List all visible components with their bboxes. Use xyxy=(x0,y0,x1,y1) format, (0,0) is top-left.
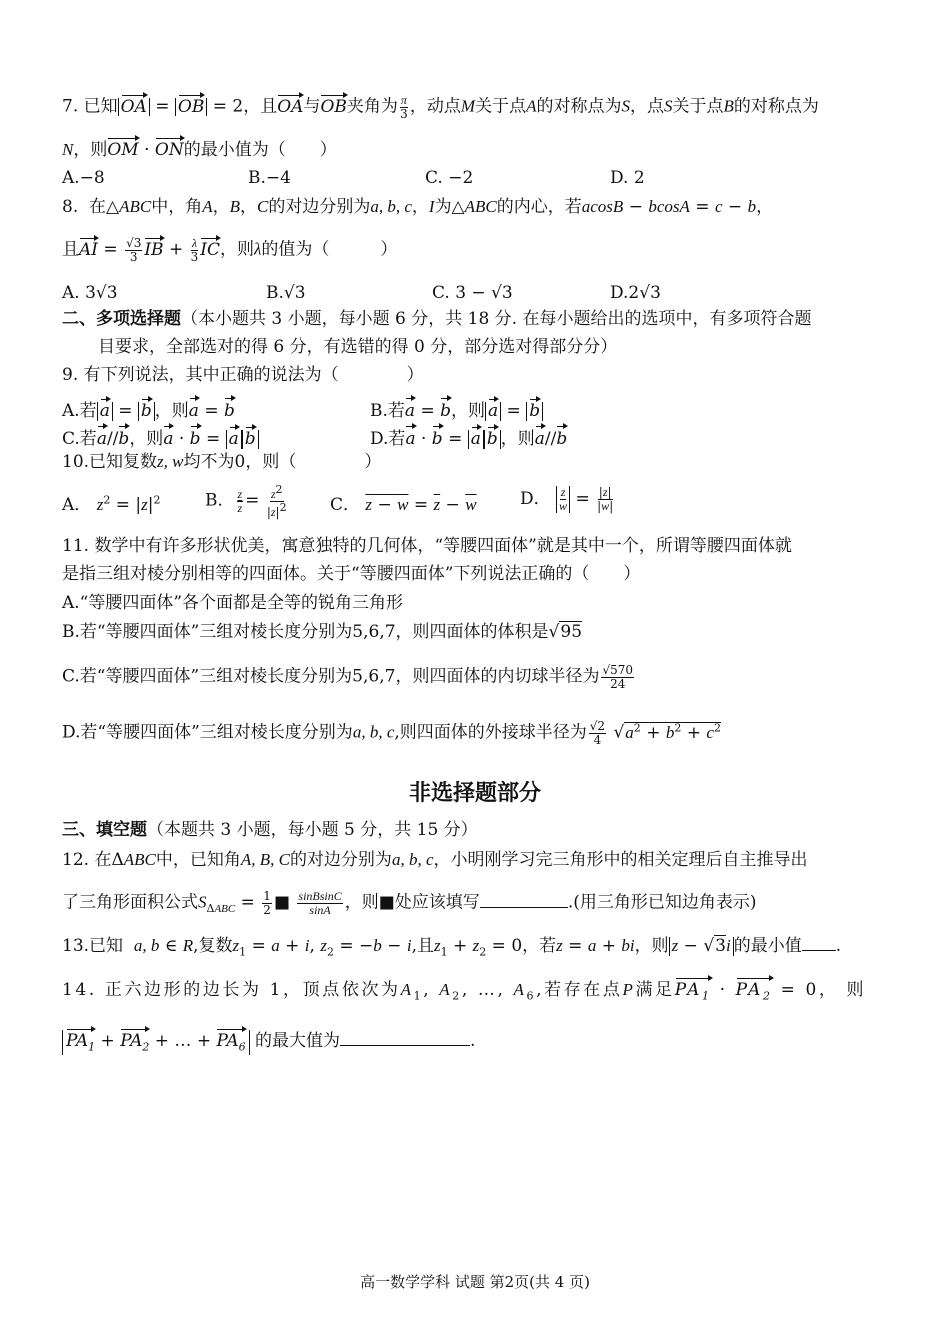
q11-line1: 11. 数学中有许多形状优美，寓意独特的几何体，“等腰四面体”就是其中一个，所谓等腰四面体就 xyxy=(62,536,792,556)
q7-line2: N，则OM · ON的最小值为（ ） xyxy=(62,140,337,160)
q7-line1: 7. 已知 OA = OB = 2，且OA与OB夹角为 $\frac{\pi}{3}$ ，动点M关于点A的对称点为S，点S关于点B的对称点为 xyxy=(62,93,819,121)
q9-option-d: D.若a · b = a b ，则a//b xyxy=(370,429,568,449)
q11-option-b: B.若“等腰四面体”三组对棱长度分别为5,6,7，则四面体的体积是√95 xyxy=(62,622,583,642)
q13-line: 13.已知 a, b ∈ R,复数$z_1 = a + i$, $z_2 = -b - i$,且$z_1 + z_2 = 0$，若z = a + bi，则 z − √3i 的最小值 . xyxy=(62,936,842,959)
q10-option-d: D． $\frac{z}{w}$ = $\frac{|z|}{|w|}$ xyxy=(520,485,614,513)
q14-line2: $PA_1 + PA_2$ + … + $PA_6$ 的最大值为 . xyxy=(62,1030,475,1055)
q11-option-d: D.若“等腰四面体”三组对棱长度分别为a, b, c,则四面体的外接球半径为 $\frac{√2}{4}$ $√a^2 + b^2 + c^2$ xyxy=(62,719,721,747)
q8-option-d: D.2√3 xyxy=(610,283,661,303)
q9-option-a: A.若 a = b ，则a = b xyxy=(62,401,235,421)
q7-option-c: C. −2 xyxy=(425,168,474,188)
q11-line2: 是指三组对棱分别相等的四面体。关于“等腰四面体”下列说法正确的（ ） xyxy=(62,564,641,584)
q7-option-a: A.−8 xyxy=(62,168,105,188)
q11-option-a: A.“等腰四面体”各个面都是全等的锐角三角形 xyxy=(62,593,404,613)
section-title: 非选择题部分 xyxy=(408,781,541,806)
q8-line2: 且AI = $\frac{√3}{3}$ IB + $\frac{\lambda}{3}$ IC，则λ的值为（ ） xyxy=(62,236,398,264)
section2-heading: 二、多项选择题 xyxy=(62,309,181,329)
section2-desc1: （本小题共 3 小题，每小题 6 分，共 18 分. 在每小题给出的选项中，有多项符合题 xyxy=(181,309,812,329)
q8-line1: 8. 在△ABC中，角A，B，C的对边分别为a, b, c，I为△ABC的内心，若acosB − bcosA = c − b， xyxy=(62,197,774,217)
q7-option-b: B.−4 xyxy=(248,168,291,188)
page-footer: 高一数学学科 试题 第2页(共 4 页) xyxy=(360,1273,590,1291)
q10-option-b: B． $\frac{z}{z}$ = $\frac{z^2}{|z|^2}$ xyxy=(205,483,287,519)
section3-heading: 三、填空题 xyxy=(62,820,147,840)
q8-option-b: B.√3 xyxy=(266,283,306,303)
section3-desc: （本题共 3 小题，每小题 5 分，共 15 分） xyxy=(147,820,478,840)
q7-option-d: D. 2 xyxy=(610,168,645,188)
section3-header xyxy=(62,821,478,841)
q9-option-b: B.若a = b，则 a = b xyxy=(370,396,543,421)
q11-option-c: C.若“等腰四面体”三组对棱长度分别为5,6,7，则四面体的内切球半径为 $\frac{√570}{24}$ xyxy=(62,663,634,691)
q10-stem: 10.已知复数z, w均不为0，则（ ） xyxy=(62,452,382,472)
section2-header xyxy=(62,310,812,330)
q9-option-c: C.若a//b，则a · b = a b xyxy=(62,424,259,449)
q10-option-a: A． $z^2 = |z|^2$ xyxy=(62,493,161,515)
q14-line1: 14. 正六边形的边长为 1，顶点依次为$A_1$, $A_2$, …, $A_6$,若存在点P满足$PA_1 \cdot PA_2 = 0$， 则 xyxy=(62,980,867,1003)
q8-option-c: C. 3 − √3 xyxy=(432,283,513,303)
q12-line2: 了三角形面积公式$S_{\Delta ABC}$ = $\frac{1}{2}$ ■ $\frac{\text{sinBsinC}}{\sin A}$ ，则■处应该填写 .(用三角形已知边角表示) xyxy=(62,889,757,917)
section2-desc2: 目要求，全部选对的得 6 分，有选错的得 0 分，部分选对得部分分） xyxy=(98,337,618,357)
q10-option-c: C． $z - w = \overline{z} - \overline{w}$ xyxy=(330,495,477,515)
q9-stem: 9. 有下列说法，其中正确的说法为（ ） xyxy=(62,365,424,385)
q8-option-a: A. 3√3 xyxy=(62,283,118,303)
q12-line1: 12. 在ΔABC中，已知角A, B, C的对边分别为a, b, c，小明刚学习完三角形中的相关定理后自主推导出 xyxy=(62,850,808,870)
